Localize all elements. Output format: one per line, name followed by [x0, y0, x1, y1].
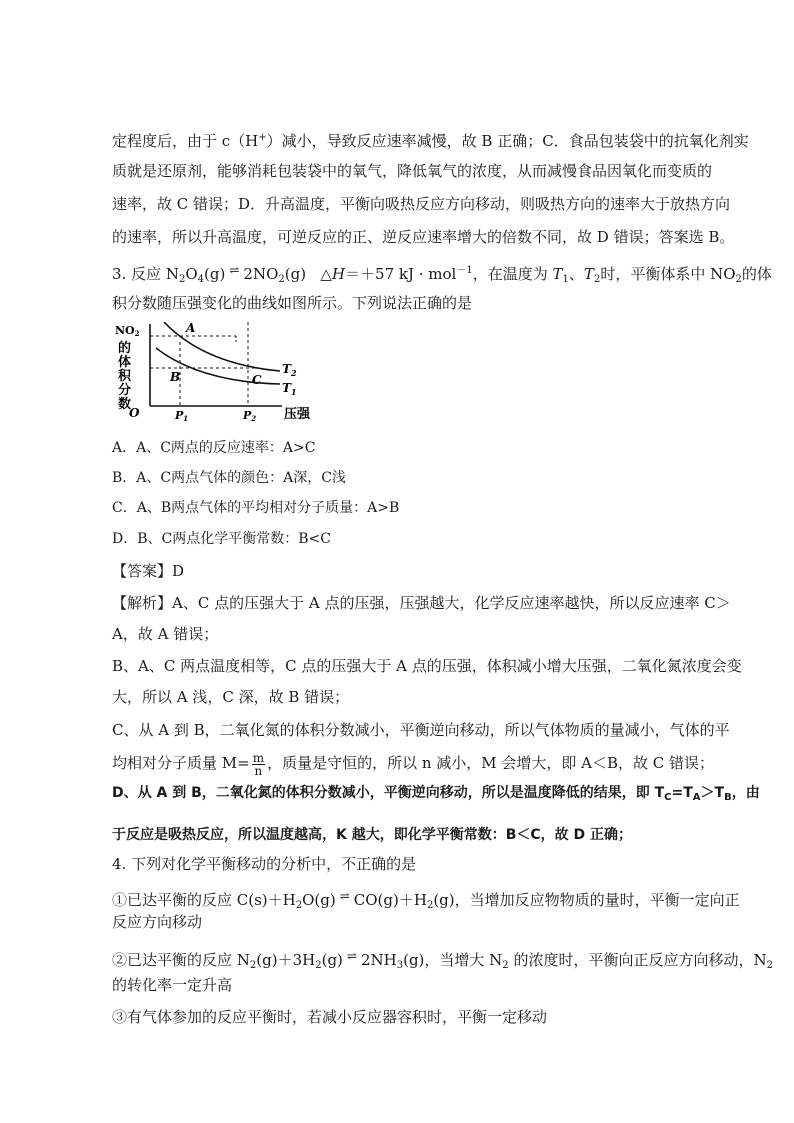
analysis-b-line-2: 大，所以 A 浅，C 深，故 B 错误；: [112, 688, 350, 706]
option-b: B．A、C两点气体的颜色：A深，C浅: [112, 470, 346, 486]
fraction-m-over-n: $\frac{m}{n}$: [252, 750, 265, 778]
text-line-1: [112, 128, 749, 151]
y-axis-char: 的: [118, 341, 132, 356]
option-c: C．A、B两点气体的平均相对分子质量：A>B: [112, 500, 400, 516]
curve-t1-label: $T_1$: [282, 381, 297, 397]
text-l1-a: 定程度后，由于 c（H: [112, 132, 259, 150]
question-4-item-2-line-2: 的转化率一定升高: [112, 976, 233, 994]
pressure-volume-fraction-figure: [112, 322, 342, 432]
y-axis-char: 分: [118, 383, 132, 398]
option-a: A．A、C两点的反应速率：A>C: [112, 440, 316, 456]
text-l1-b: ）减小，导致反应速率减慢，故 B 正确；C．食品包装袋中的抗氧化剂实: [266, 132, 749, 150]
text-line-2: 质就是还原剂，能够消耗包装袋中的氧气，降低氧气的浓度，从而减慢食品因氧化而变质的: [112, 162, 713, 180]
analysis-c-line-1: C、从 A 到 B，二氧化氮的体积分数减小，平衡逆向移动，所以气体物质的量减小，气体的平: [112, 721, 730, 739]
y-axis-char: 数: [118, 397, 132, 412]
analysis-a-line-2: A，故 A 错误；: [112, 625, 219, 643]
y-axis-char: 积: [118, 369, 132, 384]
analysis-d-line-2: 于反应是吸热反应，所以温度越高，K 越大，即化学平衡常数：B＜C，故 D 正确；: [112, 827, 633, 843]
answer-line: 【答案】D: [112, 562, 185, 580]
equilibrium-arrow-icon: ⇌: [339, 889, 350, 903]
equilibrium-arrow-icon: ⇌: [229, 263, 240, 277]
point-c-label: C: [252, 373, 262, 387]
question-4-item-1-line-2: 反应方向移动: [112, 913, 203, 931]
analysis-d-line-1: D、从 A 到 B，二氧化氮的体积分数减小，平衡逆向移动，所以是温度降低的结果，即 $T_C=T_A>T_B$，由: [112, 785, 760, 803]
equilibrium-arrow-icon: ⇌: [346, 949, 357, 963]
analysis-b-line-1: B、A、C 两点温度相等，C 点的压强大于 A 点的压强，体积减小增大压强，二氧化氮浓度会变: [112, 657, 742, 675]
question-4-title: 4. 下列对化学平衡移动的分析中，不正确的是: [112, 855, 417, 873]
text-l1-sup: +: [258, 132, 267, 143]
question-3-stem: 3. 反应 $N_2O_4(g)$ ⇌ $2NO_2(g)$ △H＝＋57 kJ · mol$^{-1}$，在温度为 $T_1$、$T_2$时，平衡体系中 $NO_2$的体: [112, 263, 772, 285]
text-line-4: 的速率，所以升高温度，可逆反应的正、逆反应速率增大的倍数不同，故 D 错误；答案选 B。: [112, 228, 735, 246]
point-b-label: B: [170, 370, 181, 384]
question-4-item-2: ②已达平衡的反应 $N_2(g)+3H_2(g)$ ⇌ $2NH_3(g)$，当增大 $N_2$ 的浓度时，平衡向正反应方向移动，$N_2$: [112, 949, 773, 971]
p2-label: P2: [243, 409, 257, 423]
question-4-item-1: ①已达平衡的反应 $C(s)+H_2O(g)$ ⇌ $CO(g)+H_2(g)$，当增加反应物物质的量时，平衡一定向正: [112, 889, 740, 911]
text-line-3: 速率，故 C 错误；D．升高温度，平衡向吸热反应方向移动，则吸热方向的速率大于放热方向: [112, 195, 731, 213]
x-axis-label: 压强: [284, 407, 311, 422]
analysis-c-line-2: 均相对分子质量 M= $\frac{m}{n}$ ，质量是守恒的，所以 n 减小，M 会增大，即 A＜B，故 C 错误；: [112, 750, 715, 778]
p1-label: P1: [175, 409, 189, 423]
analysis-a-line-1: 【解析】A、C 点的压强大于 A 点的压强，压强越大，化学反应速率越快，所以反应速率 C＞: [112, 594, 731, 612]
option-d: D．B、C两点化学平衡常数：B<C: [112, 531, 331, 547]
point-a-label: A: [186, 322, 196, 335]
question-3-stem-line-2: 积分数随压强变化的曲线如图所示。下列说法正确的是: [112, 294, 473, 312]
curve-t2-label: $T_2$: [282, 362, 297, 378]
y-axis-char: 体: [118, 355, 132, 370]
y-axis-title-no2: NO2: [115, 324, 140, 338]
origin-label: O: [129, 406, 140, 420]
question-4-item-3: ③有气体参加的反应平衡时，若减小反应器容积时，平衡一定移动: [112, 1008, 548, 1026]
